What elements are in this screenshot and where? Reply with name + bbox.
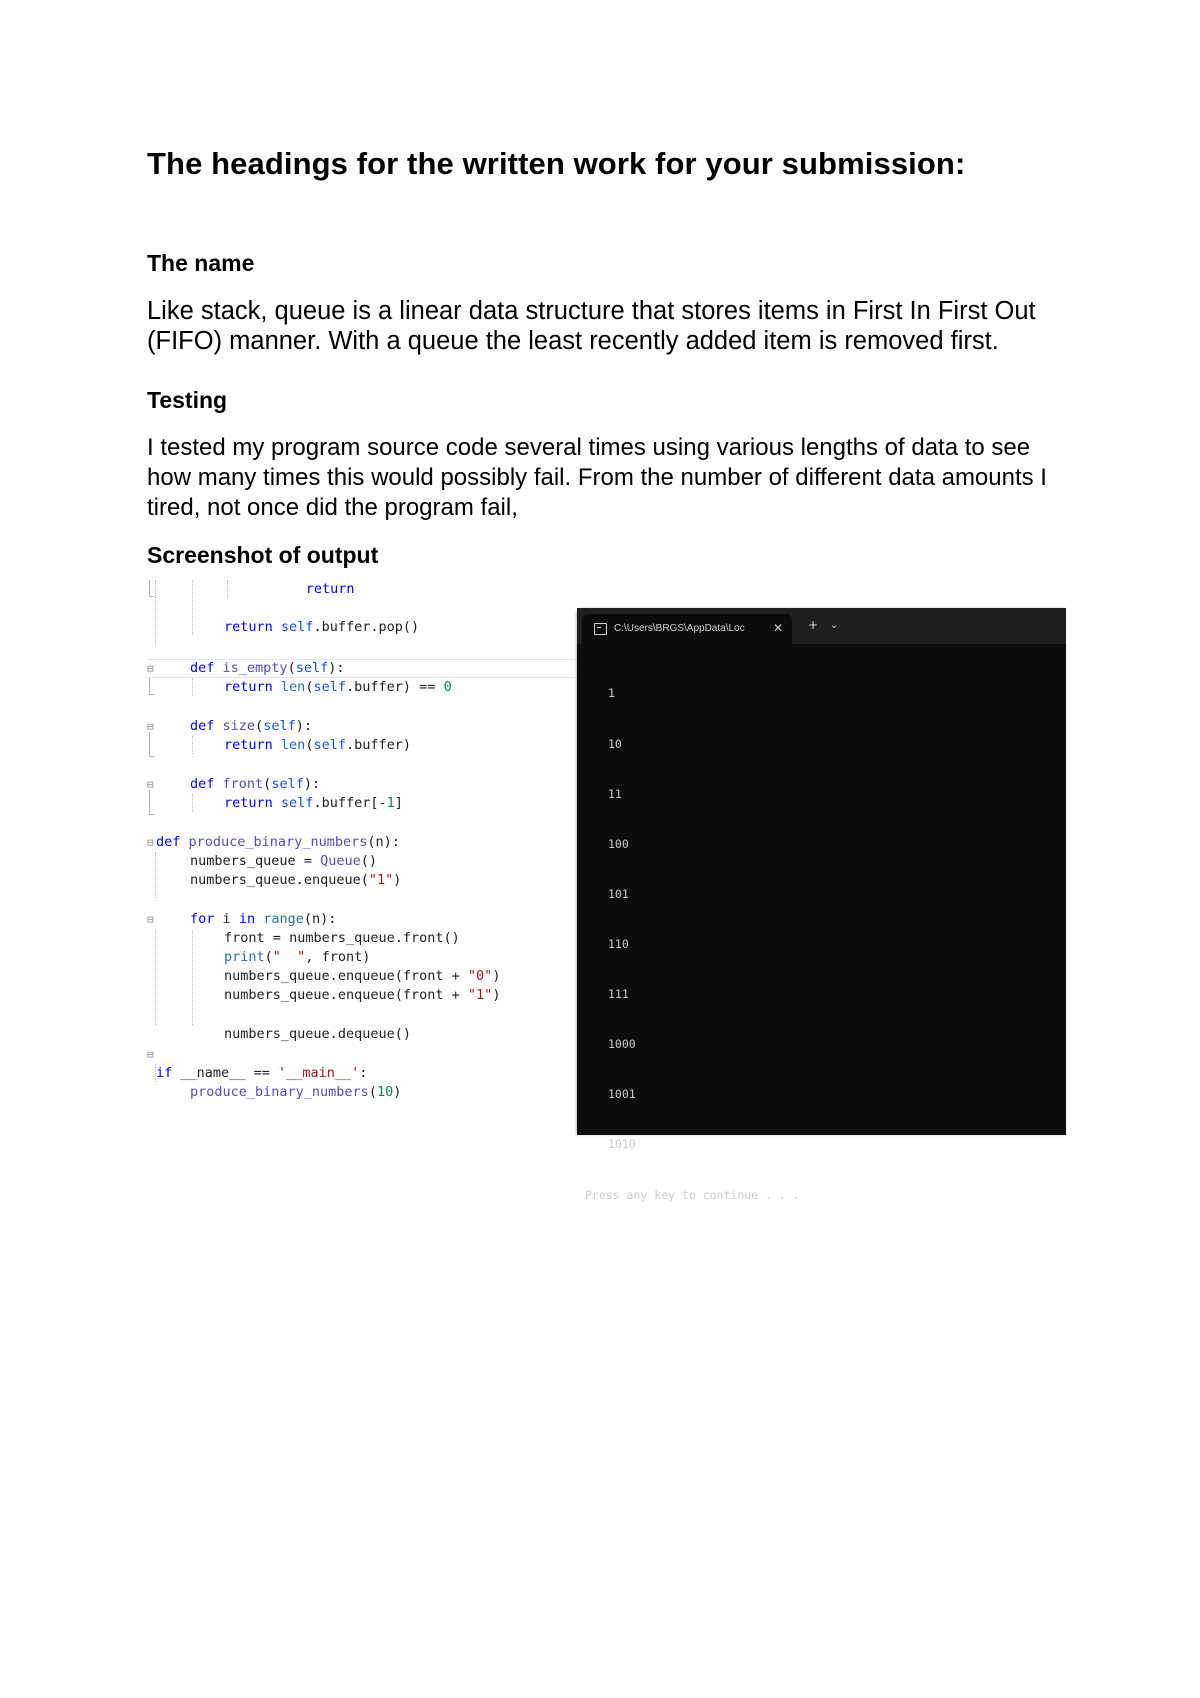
code-token: ) xyxy=(393,872,402,888)
code-token: def xyxy=(190,776,215,792)
heading-the-name: The name xyxy=(147,250,255,276)
code-token: ) xyxy=(402,679,412,695)
terminal-titlebar xyxy=(577,608,1066,644)
code-token: : xyxy=(328,911,337,927)
code-token: Queue xyxy=(320,853,361,869)
code-token: front xyxy=(402,987,444,1003)
code-token xyxy=(460,968,468,984)
code-line-text xyxy=(224,1025,411,1044)
code-line-text xyxy=(156,833,400,852)
code-line-text xyxy=(224,948,370,967)
code-token: = xyxy=(272,930,281,946)
code-token: ( xyxy=(287,660,296,676)
code-token: is_empty xyxy=(222,660,288,676)
code-line-text xyxy=(190,871,401,890)
code-token: ( xyxy=(394,987,403,1003)
code-token: ( xyxy=(263,776,272,792)
code-token: ( xyxy=(360,853,369,869)
code-line-text xyxy=(224,967,500,986)
code-token xyxy=(214,718,222,734)
code-token: ) xyxy=(402,1026,411,1042)
code-token: ) xyxy=(451,930,460,946)
code-token: ( xyxy=(255,718,264,734)
code-token: __name__ xyxy=(180,1065,246,1081)
code-token: " " xyxy=(272,949,306,965)
code-token: ( xyxy=(368,1084,377,1100)
code-token xyxy=(255,911,263,927)
code-token: numbers_queue xyxy=(289,930,395,946)
heading-screenshot: Screenshot of output xyxy=(147,542,379,568)
code-token xyxy=(214,911,222,927)
code-token: : xyxy=(336,660,345,676)
code-line-text xyxy=(156,1064,367,1083)
code-token: numbers_queue xyxy=(190,872,296,888)
code-token: . xyxy=(295,872,304,888)
code-token xyxy=(313,949,321,965)
code-token: '__main__' xyxy=(278,1065,360,1081)
terminal-output-line: 1001 xyxy=(608,1087,636,1102)
code-line-text xyxy=(224,678,452,697)
code-token xyxy=(273,619,281,635)
code-token xyxy=(180,834,188,850)
code-token: numbers_queue xyxy=(190,853,296,869)
terminal-output-line: 101 xyxy=(608,886,629,901)
code-token: "1" xyxy=(467,987,493,1003)
code-token: front xyxy=(224,930,265,946)
code-token: size xyxy=(222,718,256,734)
code-token: 10 xyxy=(376,1084,394,1100)
code-token: = xyxy=(419,679,428,695)
terminal-icon xyxy=(594,623,607,635)
code-token: buffer xyxy=(321,619,371,635)
code-token: . xyxy=(394,930,403,946)
code-token: ) xyxy=(393,1084,402,1100)
code-token: pop xyxy=(378,619,403,635)
testing-description: I tested my program source code several times using various lengths of data to see how many times this would possibly fail. From the number of different data amounts I tired, not once did the program fail, xyxy=(147,434,1047,521)
terminal-tab[interactable] xyxy=(582,614,792,644)
fold-marker-icon[interactable]: ⊟ xyxy=(147,836,154,849)
heading-testing: Testing xyxy=(147,387,228,413)
code-token: ) xyxy=(368,853,378,869)
code-token xyxy=(296,853,304,869)
code-token: ( xyxy=(394,968,403,984)
chevron-down-icon[interactable]: ⌄ xyxy=(829,618,839,631)
queue-description: Like stack, queue is a linear data structure that stores items in First In First Out (FIFO) manner. With a queue the least recently added item is removed first. xyxy=(147,297,1036,355)
code-token: = xyxy=(253,1065,262,1081)
terminal-prompt: Press any key to continue . . . xyxy=(585,1187,800,1202)
code-token: produce_binary_numbers xyxy=(190,1084,369,1100)
code-token: return xyxy=(224,737,273,753)
code-token xyxy=(411,679,419,695)
code-token: . xyxy=(329,987,338,1003)
code-token: ] xyxy=(394,795,403,811)
code-token: ) xyxy=(383,834,392,850)
code-token: , xyxy=(305,949,314,965)
code-token: numbers_queue xyxy=(224,968,330,984)
indent-guide xyxy=(192,736,193,754)
code-line-text xyxy=(190,910,336,929)
code-token: ) xyxy=(492,987,501,1003)
code-token: self xyxy=(313,679,346,695)
fold-marker-icon[interactable]: ⊟ xyxy=(147,778,154,791)
code-token xyxy=(435,679,443,695)
indent-guide xyxy=(155,852,156,898)
fold-bar xyxy=(149,790,154,815)
indent-guide xyxy=(155,930,156,1025)
indent-guide xyxy=(155,600,156,645)
terminal-tab-title: C:\Users\BRGS\AppData\Loc xyxy=(614,623,745,634)
code-token: ( xyxy=(305,679,314,695)
code-line-text xyxy=(190,852,377,871)
code-line-text xyxy=(224,929,460,948)
code-token: range xyxy=(263,911,304,927)
code-token xyxy=(214,776,222,792)
code-token xyxy=(444,968,452,984)
code-token: + xyxy=(451,987,460,1003)
code-token: ( xyxy=(402,619,412,635)
indent-guide xyxy=(192,580,193,635)
code-token: ( xyxy=(360,872,369,888)
code-token: def xyxy=(190,718,215,734)
code-token xyxy=(460,987,468,1003)
code-token: def xyxy=(190,660,215,676)
code-token: self xyxy=(263,718,296,734)
indent-guide xyxy=(192,794,193,812)
fold-marker-icon[interactable]: ⊟ xyxy=(147,720,154,733)
code-token: - xyxy=(378,795,387,811)
code-token: ) xyxy=(402,737,412,753)
code-token: for xyxy=(190,911,215,927)
code-token: ) xyxy=(328,660,337,676)
code-token: if xyxy=(156,1065,173,1081)
code-token: ( xyxy=(394,1026,403,1042)
code-token: self xyxy=(295,660,329,676)
code-token: ) xyxy=(295,718,304,734)
code-token: print xyxy=(224,949,265,965)
code-token: enqueue xyxy=(337,968,395,984)
code-token: dequeue xyxy=(337,1026,395,1042)
code-token: ( xyxy=(305,737,314,753)
code-token: . xyxy=(370,619,379,635)
code-token: numbers_queue xyxy=(224,987,330,1003)
code-token: 1 xyxy=(386,795,395,811)
code-token: in xyxy=(238,911,256,927)
code-token: n xyxy=(312,911,321,927)
code-token: : xyxy=(359,1065,368,1081)
fold-bar xyxy=(149,678,154,695)
code-token: : xyxy=(311,776,321,792)
code-token: ) xyxy=(492,968,501,984)
code-token: ) xyxy=(362,949,371,965)
code-token: front xyxy=(402,968,444,984)
code-token: = xyxy=(303,853,312,869)
code-token: numbers_queue xyxy=(224,1026,330,1042)
code-token: buffer xyxy=(321,795,371,811)
code-token: ) xyxy=(320,911,329,927)
indent-guide xyxy=(227,580,228,598)
code-token: self xyxy=(280,795,314,811)
indent-guide xyxy=(192,930,193,1025)
fold-marker-icon[interactable]: ⊟ xyxy=(147,1048,154,1061)
code-token: self xyxy=(313,737,346,753)
code-token xyxy=(312,853,320,869)
fold-bar xyxy=(149,732,154,757)
fold-bar xyxy=(149,580,154,597)
code-token: "1" xyxy=(368,872,394,888)
code-token: len xyxy=(280,737,306,753)
code-line-text xyxy=(190,775,320,794)
fold-marker-icon[interactable]: ⊟ xyxy=(147,662,154,675)
indent-guide xyxy=(155,580,156,598)
code-token: . xyxy=(345,737,355,753)
code-line-text xyxy=(190,717,312,736)
code-token xyxy=(270,1065,278,1081)
code-token: enqueue xyxy=(303,872,361,888)
terminal-output-line: 1000 xyxy=(608,1037,636,1052)
code-token: = xyxy=(261,1065,270,1081)
code-token: buffer xyxy=(354,679,403,695)
code-token xyxy=(214,660,222,676)
code-token: ( xyxy=(303,911,312,927)
code-token: + xyxy=(451,968,460,984)
code-token xyxy=(245,1065,253,1081)
code-line-text xyxy=(224,736,411,755)
code-line-text: return xyxy=(305,581,355,597)
code-token xyxy=(273,679,281,695)
close-icon[interactable]: ✕ xyxy=(772,621,784,635)
code-token: n xyxy=(375,834,384,850)
code-token: = xyxy=(427,679,436,695)
code-line-text xyxy=(224,794,403,813)
code-token xyxy=(444,987,452,1003)
code-token: . xyxy=(329,1026,338,1042)
document-title: The headings for the written work for your submission: xyxy=(147,146,966,181)
code-token: produce_binary_numbers xyxy=(188,834,368,850)
code-token: def xyxy=(156,834,181,850)
code-token: ) xyxy=(303,776,312,792)
code-editor-screenshot xyxy=(147,580,577,1140)
terminal-output-line: 110 xyxy=(608,936,629,951)
code-token: self xyxy=(271,776,304,792)
code-token: : xyxy=(303,718,312,734)
code-token: 0 xyxy=(443,679,452,695)
code-token xyxy=(281,930,289,946)
terminal-output-line: 1010 xyxy=(608,1137,636,1152)
terminal-output-line: 10 xyxy=(608,736,622,751)
terminal-output xyxy=(585,652,800,1237)
code-token: buffer xyxy=(354,737,403,753)
terminal-output-line: 11 xyxy=(608,786,622,801)
terminal-output-line: 1 xyxy=(608,686,615,701)
code-token: "0" xyxy=(467,968,493,984)
terminal-window xyxy=(577,608,1066,1202)
new-tab-button[interactable]: + xyxy=(807,618,819,632)
code-token: ( xyxy=(264,949,273,965)
code-token: return xyxy=(224,679,273,695)
code-token: ( xyxy=(443,930,452,946)
code-token: ) xyxy=(411,619,420,635)
terminal-output-line: 111 xyxy=(608,987,629,1002)
code-token: : xyxy=(391,834,400,850)
fold-marker-icon[interactable]: ⊟ xyxy=(147,913,154,926)
code-token: . xyxy=(313,795,322,811)
terminal-output-line: 100 xyxy=(608,836,629,851)
code-line-text xyxy=(190,659,345,678)
indent-guide xyxy=(192,678,193,696)
code-token xyxy=(265,930,273,946)
code-line xyxy=(257,580,355,599)
code-line-text xyxy=(190,1083,401,1102)
code-token: i xyxy=(222,911,231,927)
code-token: front xyxy=(222,776,264,792)
code-token: self xyxy=(280,619,314,635)
code-token xyxy=(273,737,281,753)
code-token: ( xyxy=(367,834,376,850)
code-token: front xyxy=(321,949,363,965)
code-token: return xyxy=(224,619,273,635)
code-token xyxy=(273,795,281,811)
code-token: enqueue xyxy=(337,987,395,1003)
code-token: [ xyxy=(370,795,379,811)
code-token: len xyxy=(280,679,306,695)
code-token: . xyxy=(313,619,322,635)
code-token: . xyxy=(345,679,355,695)
code-line-text xyxy=(224,986,500,1005)
code-line-text xyxy=(224,618,419,637)
code-token: . xyxy=(329,968,338,984)
code-token: return xyxy=(224,795,273,811)
code-token xyxy=(231,911,239,927)
code-token: front xyxy=(402,930,444,946)
